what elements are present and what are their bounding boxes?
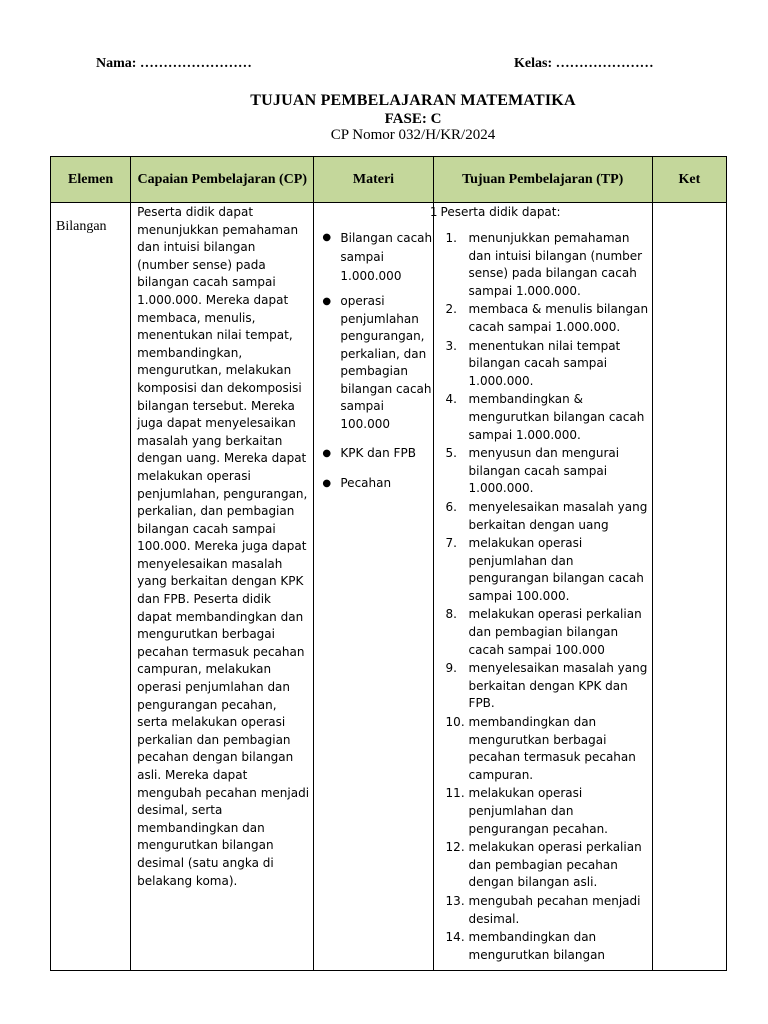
tp-item-text: mengubah pecahan menjadi desimal.	[468, 893, 641, 926]
list-item	[434, 785, 653, 838]
list-item	[434, 230, 653, 300]
list-item	[434, 893, 653, 928]
tp-item-text: membandingkan & mengurutkan bilangan cacah sampai 1.000.000.	[468, 392, 645, 442]
list-item	[434, 391, 653, 444]
header-materi: Materi	[314, 157, 433, 203]
tp-item-text: membandingkan dan mengurutkan bilangan	[468, 930, 606, 962]
learning-objectives-table	[50, 156, 727, 971]
cell-materi	[314, 203, 433, 971]
tp-item-text: melakukan operasi perkalian dan pembagian bilangan cacah sampai 100.000	[468, 607, 642, 657]
tp-item-number: 12.	[445, 840, 465, 855]
tp-item-number: 1.	[445, 231, 457, 245]
tp-item-text: melakukan operasi perkalian dan pembagian pecahan dengan bilangan asli.	[468, 840, 642, 890]
table-row	[51, 203, 727, 971]
tp-item-number: 7.	[445, 536, 457, 551]
list-item	[434, 929, 653, 964]
tp-item-number: 4.	[445, 392, 457, 407]
materi-text	[340, 272, 432, 433]
list-item	[322, 445, 432, 463]
bullet-icon: ●	[322, 448, 332, 459]
tp-item-text: menyelesaikan masalah yang berkaitan dengan KPK dan FPB.	[468, 661, 648, 711]
cell-ket	[652, 203, 726, 971]
tp-item-number: 6.	[445, 499, 457, 514]
list-item	[322, 475, 432, 493]
tp-item-text: menyelesaikan masalah yang berkaitan dengan uang	[468, 499, 648, 532]
list-item	[434, 499, 653, 534]
materi-text: KPK dan FPB	[340, 446, 416, 460]
list-item	[434, 445, 653, 498]
tp-item-text: menyusun dan mengurai bilangan cacah sampai 1.000.000.	[468, 446, 620, 496]
tp-item-number: 14.	[445, 930, 465, 945]
bullet-icon: ●	[322, 232, 332, 243]
tp-item-text: menentukan nilai tempat bilangan cacah sampai 1.000.000.	[468, 338, 621, 388]
tp-item-number: 8.	[445, 607, 457, 622]
materi-text: Bilangan cacah sampai 1.000.000	[340, 231, 433, 283]
tp-item-number: 13.	[445, 893, 465, 908]
list-item	[434, 606, 653, 659]
nama-field-label: Nama: ……………………	[96, 56, 252, 71]
list-item	[434, 714, 653, 784]
tp-item-text: menunjukkan pemahaman dan intuisi bilangan (number sense) pada bilangan cacah sampai 1.000.000.	[468, 231, 643, 298]
tp-item-number: 5.	[445, 446, 457, 461]
cp-paragraph: Peserta didik dapat menunjukkan pemahaman dan intuisi bilangan (number sense) pada bilangan cacah sampai 1.000.000. Mereka dapat membaca, menulis, menentukan nilai tempat, membandingkan, mengurutkan, melakukan komposisi dan dekomposisi bilangan tersebut. Mereka juga dapat menyelesaikan masalah yang berkaitan dengan uang. Mereka dapat melakukan operasi penjumlahan, pengurangan, perkalian, dan pembagian bilangan cacah sampai 100.000. Mereka juga dapat menyelesaikan masalah yang berkaitan dengan KPK dan FPB. Peserta didik dapat membandingkan dan mengurutkan berbagai pecahan termasuk pecahan campuran, melakukan operasi penjumlahan dan pengurangan pecahan, serta melakukan operasi perkalian dan pembagian pecahan dengan bilangan asli. Mereka dapat mengubah pecahan menjadi desimal, serta membandingkan dan mengurutkan bilangan desimal (satu angka di belakang koma).	[137, 205, 310, 888]
cell-tp	[429, 203, 652, 971]
tp-item-number: 9.	[445, 661, 457, 676]
tp-item-number: 2.	[445, 302, 457, 317]
header-tp: Tujuan Pembelajaran (TP)	[433, 157, 652, 203]
tp-item-text: melakukan operasi penjumlahan dan pengurangan pecahan.	[468, 786, 608, 836]
list-item	[322, 293, 432, 433]
list-item	[434, 338, 653, 391]
tp-item-text: membandingkan dan mengurutkan berbagai pecahan termasuk pecahan campuran.	[468, 715, 636, 782]
tp-intro-number: 1	[429, 205, 438, 219]
tp-item-number: 11.	[445, 786, 465, 801]
list-item	[434, 301, 653, 336]
list-item	[434, 660, 653, 713]
document-fase: FASE: C	[384, 111, 442, 127]
header-elemen: Elemen	[51, 157, 131, 203]
tp-item-text: melakukan operasi penjumlahan dan pengurangan bilangan cacah sampai 100.000.	[468, 536, 644, 603]
kelas-field-label: Kelas: …………………	[514, 56, 654, 71]
tp-list	[434, 230, 653, 965]
list-item	[434, 535, 653, 605]
cell-cp	[131, 203, 314, 971]
tp-item-number: 3.	[445, 338, 457, 353]
table-header-row	[51, 157, 727, 203]
header-ket: Ket	[652, 157, 726, 203]
tp-intro	[429, 204, 653, 222]
document-title: TUJUAN PEMBELAJARAN MATEMATIKA	[250, 92, 576, 109]
list-item	[434, 839, 653, 892]
tp-item-number: 10.	[445, 715, 465, 730]
bullet-icon: ●	[322, 296, 332, 307]
header-cp: Capaian Pembelajaran (CP)	[131, 157, 314, 203]
bullet-icon: ●	[322, 478, 332, 489]
tp-item-text: membaca & menulis bilangan cacah sampai 1.000.000.	[468, 302, 649, 334]
materi-text: Pecahan	[340, 476, 392, 490]
tp-intro-text: Peserta didik dapat:	[440, 205, 561, 219]
materi-text-inner: operasi penjumlahan pengurangan, perkalian, dan pembagian bilangan cacah sampai 100.000	[340, 294, 432, 431]
cell-elemen: Bilangan	[51, 203, 131, 971]
document-cp-number: CP Nomor 032/H/KR/2024	[330, 127, 496, 143]
